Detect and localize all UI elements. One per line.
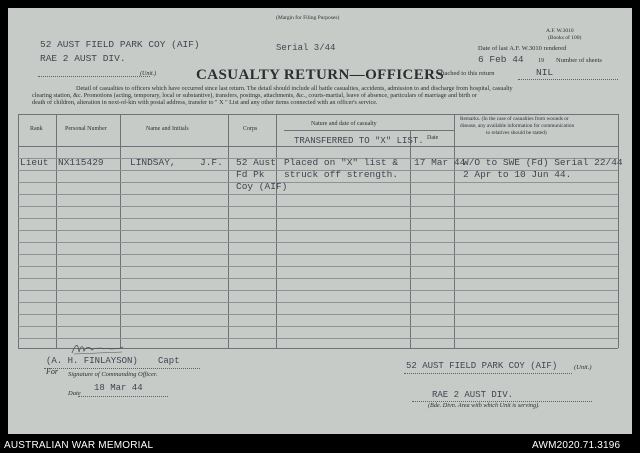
section-heading: TRANSFERRED TO "X" LIST.	[294, 136, 424, 146]
col-rank-header: Rank	[30, 126, 43, 132]
signer-underline	[44, 368, 200, 369]
table-rule	[18, 230, 618, 231]
sheets-value: NIL	[536, 67, 554, 78]
sheets-underline	[518, 79, 618, 80]
cell-name: LINDSAY,	[130, 157, 176, 168]
footer-unit-label: (Unit.)	[574, 364, 592, 371]
signature-label: Signature of Commanding Officer.	[68, 371, 158, 378]
col-date-header: Date	[427, 135, 439, 141]
cell-nature-2: struck off strength.	[284, 169, 399, 180]
date-last-value: 6 Feb 44	[478, 54, 524, 65]
books-of: (Books of 100)	[548, 35, 582, 41]
cell-initials: J.F.	[200, 157, 223, 168]
col-personal-number-header: Personal Number	[65, 126, 107, 132]
col-remarks-header-2: disease, any available information for communication	[460, 123, 575, 129]
col-nature-header: Nature and date of casualty	[311, 121, 377, 127]
cell-nature-1: Placed on "X" list &	[284, 157, 399, 168]
col-remarks-header-3: to relatives should be stated)	[486, 130, 547, 136]
col-remarks-header-1: Remarks. (In the case of casualties from wounds or	[460, 116, 569, 122]
cell-remarks-1: W/O to SWE (Fd) Serial 22/44	[463, 157, 623, 168]
table-rule	[18, 290, 618, 291]
footer-formation: RAE 2 AUST DIV.	[432, 390, 514, 400]
sheets-label: Number of sheets	[556, 57, 602, 64]
instructions-line-2: clearing station, &c. Promotions (acting, temporary, local or substantive), transfers, postings, attachments, &c., courts-martial, leave of absence, particulars of marriage and birth or	[32, 92, 477, 99]
cell-personal-number: NX115429	[58, 157, 104, 168]
year-prefix: 19	[538, 58, 544, 64]
table-rule	[18, 278, 618, 279]
table-rule	[18, 254, 618, 255]
cell-date: 17 Mar 44	[414, 157, 466, 168]
table-rule	[18, 206, 618, 207]
cell-rank: Lieut	[20, 157, 49, 168]
instructions-line-3: death of children, alteration in next-of-kin with postal address, transfer to " X " List and any other items connected with an officer's service.	[32, 99, 378, 106]
cell-remarks-2: 2 Apr to 10 Jun 44.	[463, 169, 572, 180]
cell-corps-2: Fd Pk	[236, 169, 265, 180]
signer-rank: Capt	[158, 356, 180, 366]
date-last-label: Date of last A.F. W.3010 rendered	[478, 45, 567, 52]
form-number: A.F. W.3010	[546, 28, 574, 34]
footer-unit: 52 AUST FIELD PARK COY (AIF)	[406, 361, 558, 371]
instructions-line-1: Detail of casualties to officers which have occurred since last return. The detail should include all battle casualties, accidents, admission to and discharge from hospital, casualty	[76, 85, 513, 92]
caption-right: AWM2020.71.3196	[532, 440, 621, 451]
table-rule	[18, 314, 618, 315]
table-rule	[18, 194, 618, 195]
unit-line-1: 52 AUST FIELD PARK COY (AIF)	[40, 39, 200, 50]
footer-formation-label: (Bde. Divn. Area with which Unit is serving).	[428, 402, 540, 409]
table-rule	[18, 338, 618, 339]
for-label: For	[46, 367, 58, 376]
table-rule	[18, 302, 618, 303]
cell-corps-3: Coy (AIF)	[236, 181, 288, 192]
sign-date: 18 Mar 44	[94, 383, 143, 393]
unit-underline	[38, 76, 150, 77]
unit-label: (Unit.)	[140, 71, 157, 77]
document-sheet	[8, 8, 632, 434]
table-rule	[18, 266, 618, 267]
date-label: Date	[68, 390, 81, 397]
table-rule	[18, 218, 618, 219]
col-name-header: Name and Initials	[146, 126, 189, 132]
cell-corps-1: 52 Aust	[236, 157, 276, 168]
col-corps-header: Corps	[243, 126, 258, 132]
serial-number: Serial 3/44	[276, 43, 336, 53]
attached-label: attached to this return	[438, 70, 495, 77]
page-title: CASUALTY RETURN—OFFICERS	[196, 67, 445, 83]
footer-unit-underline	[404, 373, 572, 374]
signer-name: (A. H. FINLAYSON)	[46, 356, 138, 366]
table-rule	[18, 242, 618, 243]
caption-left: AUSTRALIAN WAR MEMORIAL	[4, 440, 154, 451]
margin-note: (Margin for Filing Purposes)	[276, 15, 340, 21]
date-underline	[78, 396, 168, 397]
unit-line-2: RAE 2 AUST DIV.	[40, 53, 126, 64]
handwritten-signature-icon	[70, 341, 126, 355]
table-rule	[18, 182, 618, 183]
table-rule	[18, 326, 618, 327]
